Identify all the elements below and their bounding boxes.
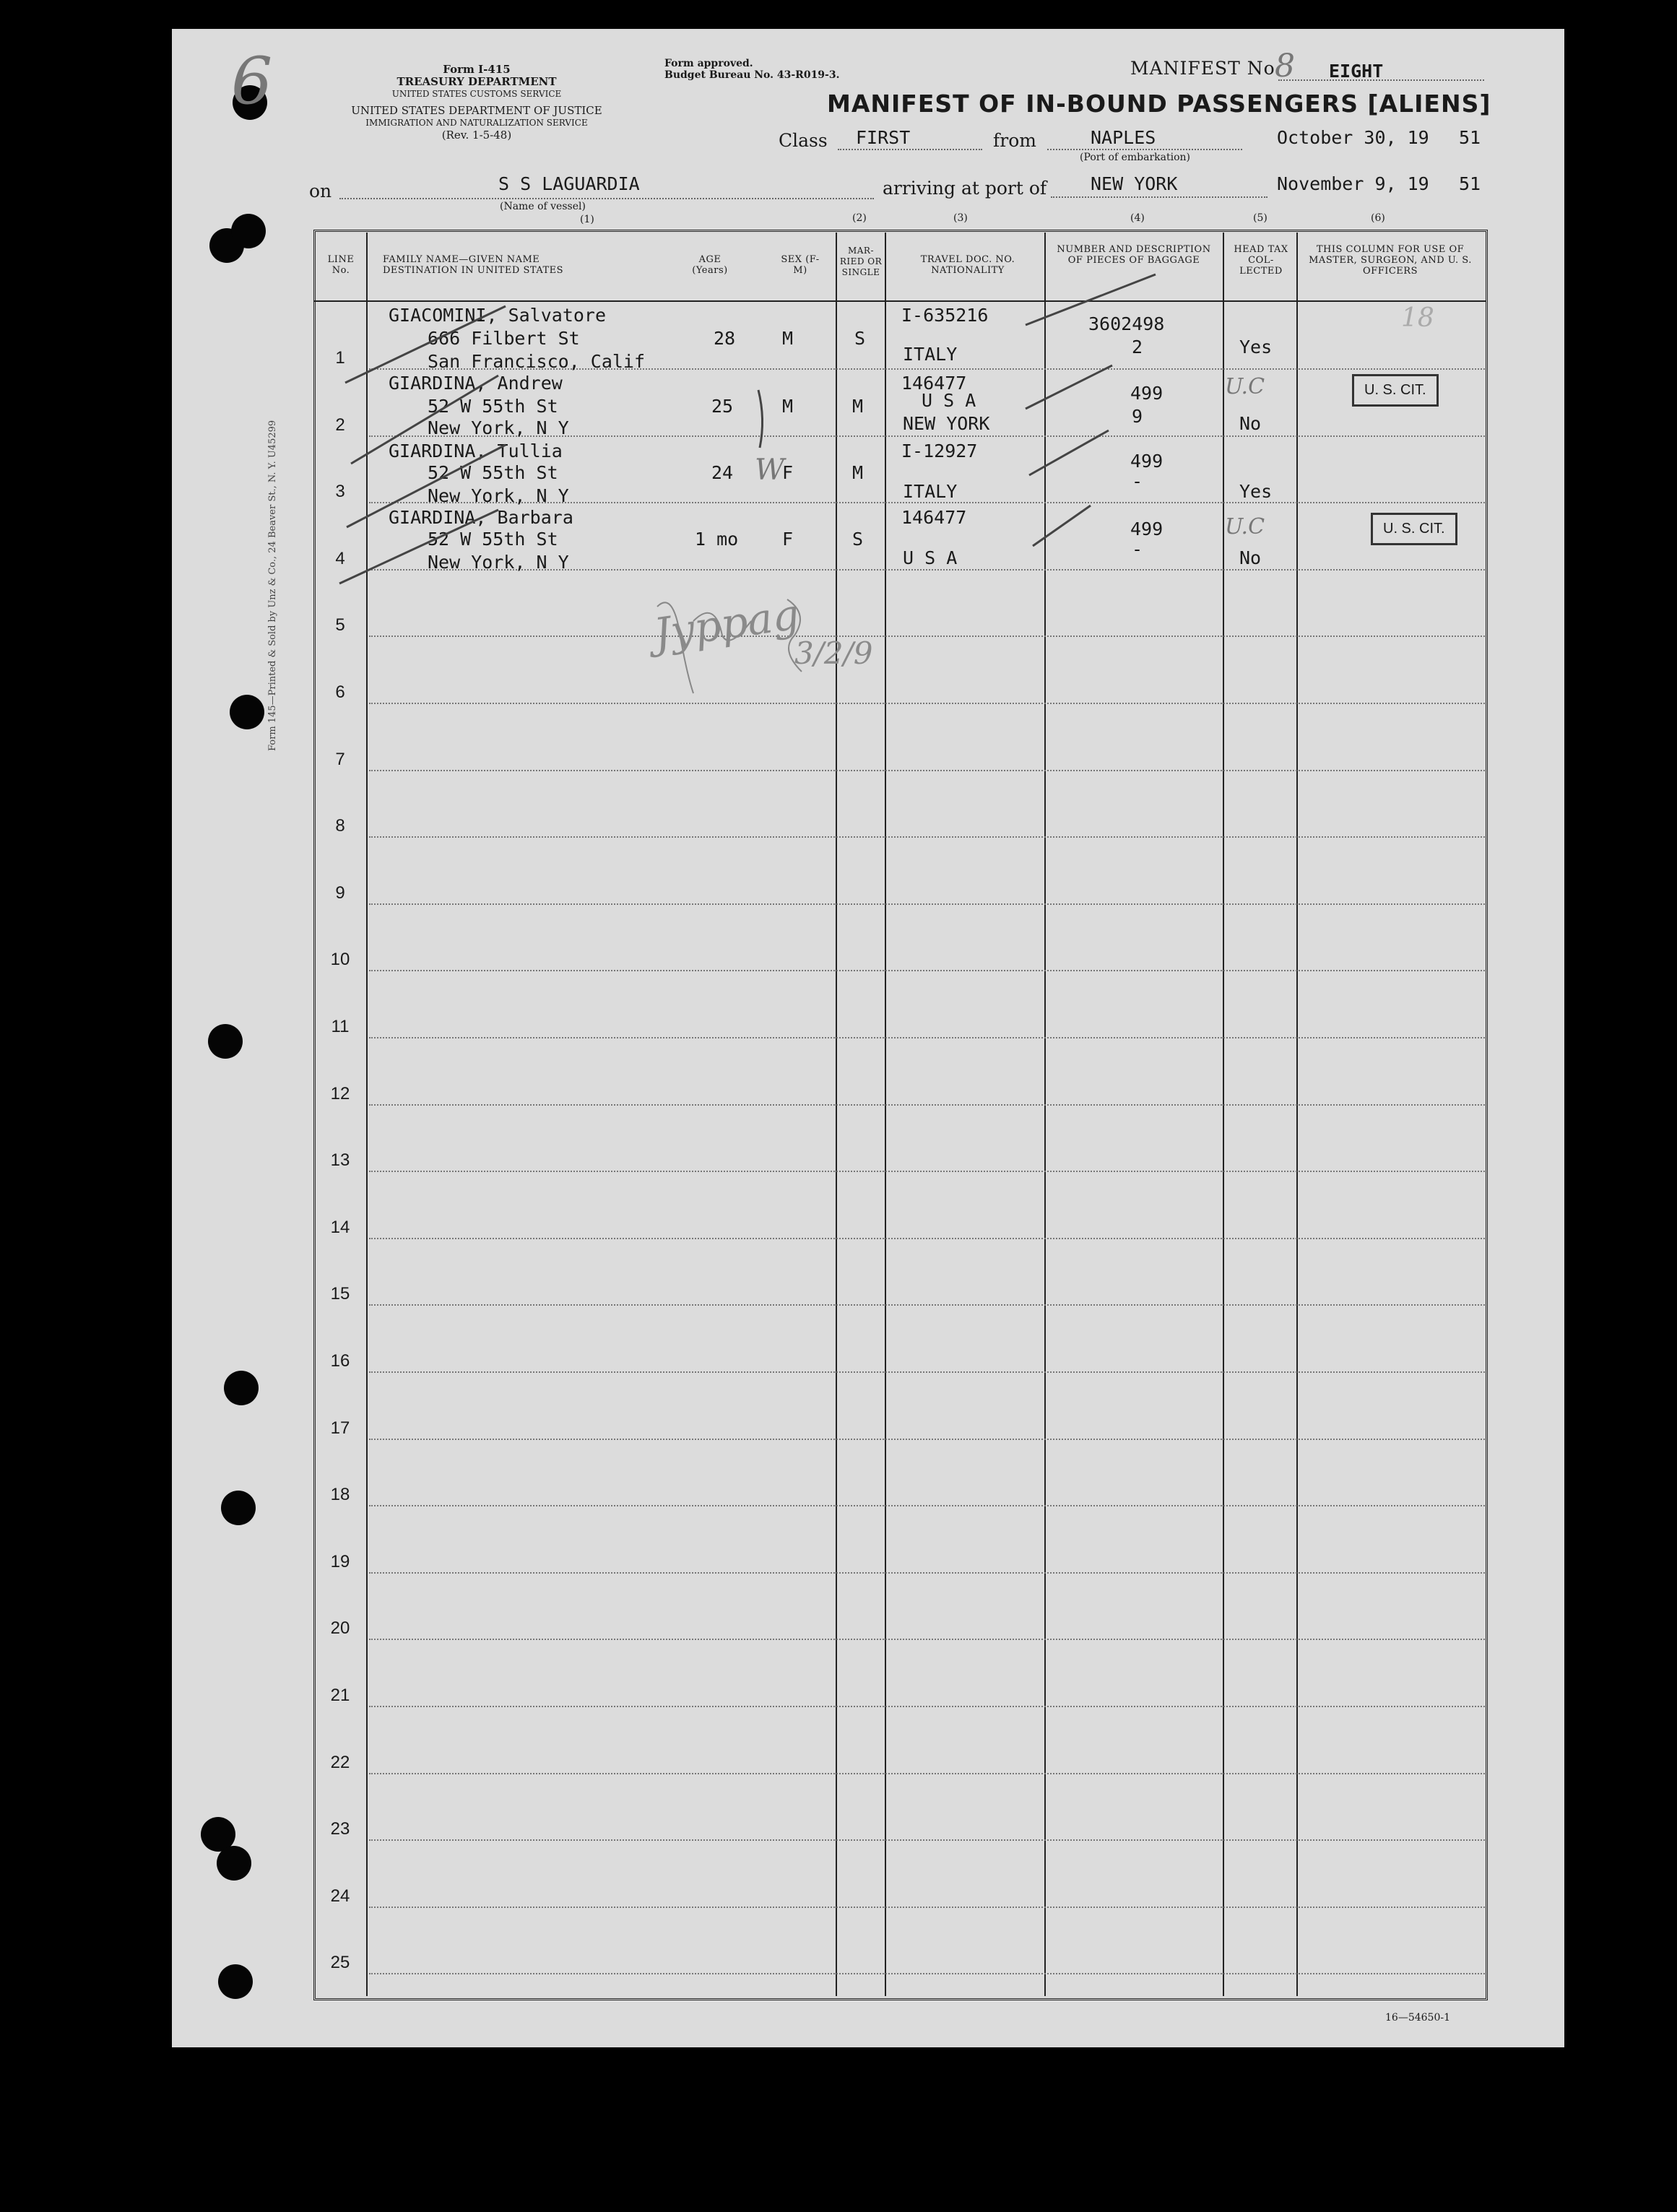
passenger-nationality-2: NEW YORK: [903, 413, 990, 434]
arrival-port: NEW YORK: [1091, 173, 1178, 194]
class-label: Class: [779, 130, 828, 151]
col-head-sex: SEX (F-M): [781, 254, 820, 276]
line-number: 14: [330, 1218, 350, 1237]
passenger-nationality: ITALY: [903, 344, 958, 365]
vessel-note: (Name of vessel): [500, 201, 586, 212]
passenger-age: 28: [714, 328, 736, 349]
line-number: 16: [330, 1351, 350, 1371]
manifest-no-hand: 8: [1275, 48, 1295, 84]
manifest-no-label: MANIFEST No.: [1130, 58, 1282, 79]
passenger-city: San Francisco, Calif: [428, 351, 646, 372]
passenger-nationality: U S A: [903, 547, 958, 568]
passenger-sex: M: [782, 328, 794, 349]
passenger-doc: I-635216: [901, 305, 989, 326]
col-num-2: (2): [852, 212, 867, 224]
line-number: 20: [330, 1618, 350, 1638]
passenger-sex: F: [782, 529, 794, 550]
col-head-name: FAMILY NAME—GIVEN NAME DESTINATION IN UNITED STATES: [383, 254, 564, 276]
manifest-title: MANIFEST OF IN-BOUND PASSENGERS [ALIENS]: [827, 90, 1491, 118]
line-number: 18: [330, 1485, 350, 1504]
col-num-5: (5): [1253, 212, 1268, 224]
head-tax: No: [1239, 547, 1262, 568]
revision-label: (Rev. 1-5-48): [441, 129, 512, 142]
line-number: 23: [330, 1819, 350, 1839]
col-head-officers: THIS COLUMN FOR USE OF MASTER, SURGEON, AND U. S. OFFICERS: [1309, 244, 1472, 277]
passenger-city: New York, N Y: [428, 552, 569, 573]
arriving-label: arriving at port of: [883, 178, 1047, 199]
line-number: 17: [330, 1418, 350, 1438]
line-number: 11: [331, 1017, 350, 1036]
passenger-doc: 146477: [901, 373, 967, 394]
head-tax: Yes: [1239, 337, 1273, 357]
passenger-address: 52 W 55th St: [428, 529, 558, 550]
passenger-name: GIARDINA, Tullia: [389, 441, 563, 461]
passenger-name: GIARDINA, Andrew: [389, 373, 563, 394]
line-number: 1: [335, 348, 345, 368]
passenger-doc: I-12927: [901, 441, 978, 461]
passenger-nationality: U S A: [922, 390, 976, 411]
line-number: 9: [335, 883, 345, 903]
line-number: 3: [335, 482, 345, 501]
head-tax: No: [1239, 413, 1262, 434]
passenger-age: 24: [711, 462, 734, 483]
manifest-no-value: EIGHT: [1329, 61, 1384, 82]
line-number: 25: [330, 1953, 350, 1972]
line-number: 10: [330, 950, 350, 969]
passenger-address: 52 W 55th St: [428, 396, 558, 417]
passenger-city: New York, N Y: [428, 417, 569, 438]
handwritten-corner: 18: [1401, 303, 1434, 333]
col-head-line: LINE No.: [327, 254, 355, 276]
line-number: 12: [330, 1084, 350, 1103]
handwritten-w: W: [755, 454, 785, 487]
passenger-nationality: ITALY: [903, 481, 958, 502]
passenger-sex: M: [782, 396, 794, 417]
passenger-marital: M: [852, 462, 864, 483]
col-num-4: (4): [1130, 212, 1145, 224]
customs-label: UNITED STATES CUSTOMS SERVICE: [391, 89, 562, 99]
class-value: FIRST: [856, 127, 911, 148]
form-number: Form I-415: [443, 63, 511, 76]
date-arrive: November 9, 19: [1277, 173, 1429, 194]
passenger-sex: F: [782, 462, 794, 483]
on-label: on: [309, 181, 332, 201]
baggage-number: 3602498: [1088, 313, 1165, 334]
port-embark-note: (Port of embarkation): [1080, 152, 1190, 163]
handwritten-uc: U.C: [1225, 374, 1265, 399]
col-head-baggage: NUMBER AND DESCRIPTION OF PIECES OF BAGGAGE: [1057, 244, 1211, 266]
justice-label: UNITED STATES DEPARTMENT OF JUSTICE: [351, 104, 602, 117]
line-number: 22: [330, 1753, 350, 1772]
line-number: 2: [335, 415, 345, 435]
line-number: 21: [330, 1686, 350, 1705]
passenger-address: 666 Filbert St: [428, 328, 580, 349]
from-value: NAPLES: [1091, 127, 1156, 148]
passenger-address: 52 W 55th St: [428, 462, 558, 483]
line-number: 15: [330, 1284, 350, 1304]
line-number: 4: [335, 549, 345, 568]
baggage-pieces: 2: [1132, 337, 1143, 357]
line-number: 13: [330, 1150, 350, 1170]
col-head-headtax: HEAD TAX COL-LECTED: [1234, 244, 1288, 277]
us-citizen-stamp: U. S. CIT.: [1371, 513, 1457, 545]
line-number: 24: [330, 1886, 350, 1906]
treasury-label: TREASURY DEPARTMENT: [396, 75, 557, 88]
from-label: from: [993, 130, 1036, 151]
passenger-name: GIARDINA, Barbara: [389, 507, 573, 528]
col-head-married: MAR-RIED OR SINGLE: [839, 246, 883, 277]
baggage-pieces: -: [1132, 471, 1143, 492]
col-num-3: (3): [953, 212, 968, 224]
corner-mark: 6: [231, 43, 273, 119]
passenger-marital: S: [854, 328, 866, 349]
passenger-city: New York, N Y: [428, 485, 569, 506]
form-code: 16—54650-1: [1385, 2012, 1450, 2024]
col-num-6: (6): [1371, 212, 1385, 224]
date-depart: October 30, 19: [1277, 127, 1429, 148]
line-number: 19: [330, 1552, 350, 1571]
handwritten-signature: Jyppag: [651, 589, 802, 659]
form-approved-text: Form approved.: [664, 58, 753, 69]
vessel-name: S S LAGUARDIA: [498, 173, 640, 194]
baggage-pieces: -: [1132, 539, 1143, 560]
baggage-pieces: 9: [1132, 406, 1143, 427]
col-head-travel: TRAVEL DOC. NO. NATIONALITY: [920, 254, 1015, 276]
us-citizen-stamp: U. S. CIT.: [1352, 374, 1439, 407]
year-arrive: 51: [1459, 173, 1481, 194]
baggage-number: 499: [1130, 519, 1164, 539]
baggage-number: 499: [1130, 451, 1164, 472]
passenger-age: 25: [711, 396, 734, 417]
passenger-marital: S: [852, 529, 864, 550]
printer-note: Form 145—Printed & Sold by Unz & Co., 24 Beaver St., N. Y. U45299: [267, 420, 278, 751]
line-number: 5: [335, 615, 345, 635]
passenger-age: 1 mo: [695, 529, 739, 550]
budget-bureau: Budget Bureau No. 43-R019-3.: [664, 69, 840, 81]
passenger-marital: M: [852, 396, 864, 417]
handwritten-marks: 3/2/9: [794, 636, 873, 671]
line-number: 6: [335, 682, 345, 702]
passenger-name: GIACOMINI, Salvatore: [389, 305, 607, 326]
year-depart: 51: [1459, 127, 1481, 148]
handwritten-uc: U.C: [1225, 514, 1265, 539]
ins-label: IMMIGRATION AND NATURALIZATION SERVICE: [365, 118, 588, 128]
head-tax: Yes: [1239, 481, 1273, 502]
col-head-age: AGE (Years): [692, 254, 728, 276]
line-number: 7: [335, 750, 345, 769]
passenger-doc: 146477: [901, 507, 967, 528]
baggage-number: 499: [1130, 383, 1164, 404]
vessel-col-num: (1): [580, 214, 594, 225]
line-number: 8: [335, 816, 345, 836]
